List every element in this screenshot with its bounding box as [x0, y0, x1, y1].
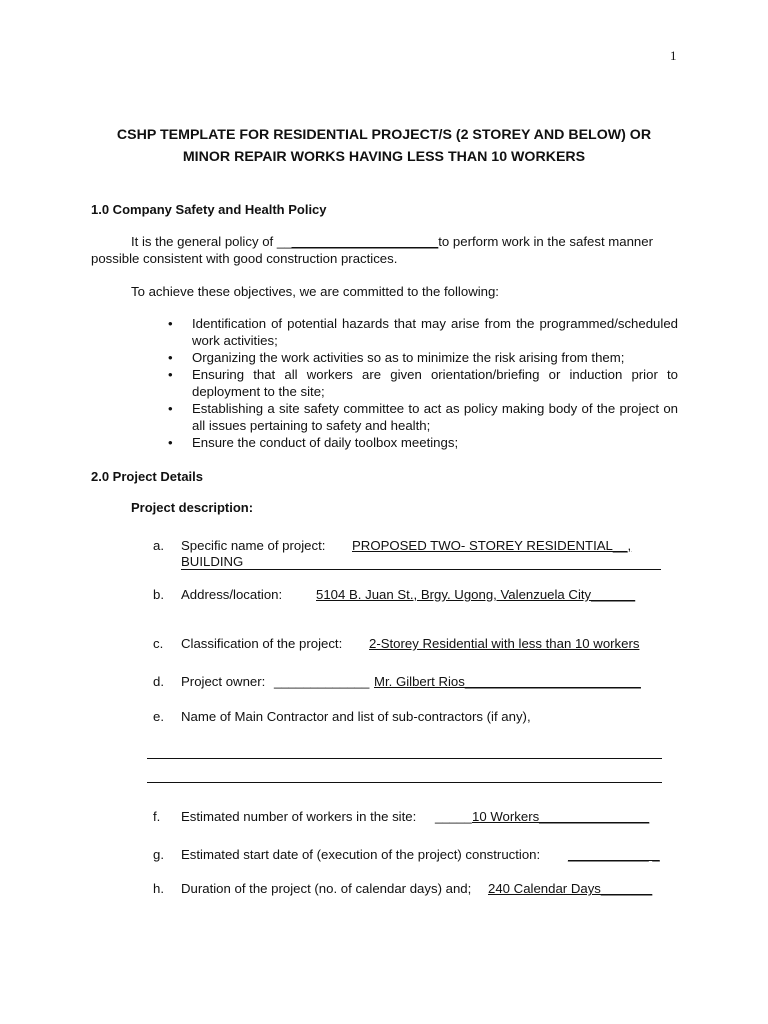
project-name-underline — [181, 569, 661, 570]
document-title-line1: CSHP TEMPLATE FOR RESIDENTIAL PROJECT/S (2 STOREY AND BELOW) OR — [116, 127, 652, 143]
project-description-heading: Project description: — [131, 500, 254, 515]
page-number: 1 — [670, 48, 677, 63]
item-h-text: Duration of the project (no. of calendar days) and; — [181, 881, 472, 896]
list-item: • Ensure the conduct of daily toolbox meetings; — [168, 434, 678, 451]
item-g-label: g. — [153, 847, 164, 862]
company-name-blank: ____________________ — [291, 234, 439, 249]
duration-value: 240 Calendar Days_______ — [488, 881, 653, 896]
contractor-blank-line-2 — [147, 782, 662, 783]
address-value: 5104 B. Juan St., Brgy. Ugong, Valenzuela City______ — [316, 587, 636, 602]
item-f-label: f. — [153, 809, 161, 824]
document-title-line2: MINOR REPAIR WORKS HAVING LESS THAN 10 WORKERS — [182, 149, 586, 165]
item-f-text: Estimated number of workers in the site: — [181, 809, 417, 824]
item-b-label: b. — [153, 587, 164, 602]
owner-value: Mr. Gilbert Rios________________________ — [374, 674, 641, 689]
workers-value: 10 Workers_______________ — [472, 809, 650, 824]
policy-paragraph — [91, 233, 679, 267]
objectives-intro: To achieve these objectives, we are committed to the following: — [131, 284, 499, 299]
item-a-text: Specific name of project: — [181, 538, 326, 553]
contractor-blank-line-1 — [147, 758, 662, 759]
owner-blank: _____________ — [274, 674, 370, 689]
section-2-heading: 2.0 Project Details — [91, 469, 203, 484]
policy-text-line2: possible consistent with good construction practices. — [91, 251, 398, 266]
list-item: • Identification of potential hazards that may arise from the programmed/scheduled work activities; — [168, 315, 678, 349]
policy-text-after: to perform work in the safest manner — [438, 234, 653, 249]
section-1-heading: 1.0 Company Safety and Health Policy — [91, 202, 327, 217]
policy-text-before: It is the general policy of __ — [131, 234, 292, 249]
list-item: • Ensuring that all workers are given orientation/briefing or induction prior to deployment to the site; — [168, 366, 678, 400]
item-b-text: Address/location: — [181, 587, 283, 602]
item-e-text: Name of Main Contractor and list of sub-contractors (if any), — [181, 709, 531, 724]
item-e-label: e. — [153, 709, 164, 724]
commitments-list — [168, 315, 678, 451]
item-d-label: d. — [153, 674, 164, 689]
start-date-value: ___________ _ — [568, 847, 660, 862]
item-c-text: Classification of the project: — [181, 636, 343, 651]
item-g-text: Estimated start date of (execution of the project) construction: — [181, 847, 541, 862]
list-item: • Organizing the work activities so as to minimize the risk arising from them; — [168, 349, 678, 366]
item-c-label: c. — [153, 636, 164, 651]
item-h-label: h. — [153, 881, 164, 896]
classification-value: 2-Storey Residential with less than 10 workers — [369, 636, 640, 651]
list-item: • Establishing a site safety committee to act as policy making body of the project on all issues pertaining to safety and health; — [168, 400, 678, 434]
item-d-text: Project owner: — [181, 674, 266, 689]
project-name-value-line2: BUILDING — [181, 554, 244, 569]
workers-blank: _____ — [435, 809, 472, 824]
item-a-label: a. — [153, 538, 164, 553]
project-name-value: PROPOSED TWO- STOREY RESIDENTIAL__, — [352, 538, 632, 553]
